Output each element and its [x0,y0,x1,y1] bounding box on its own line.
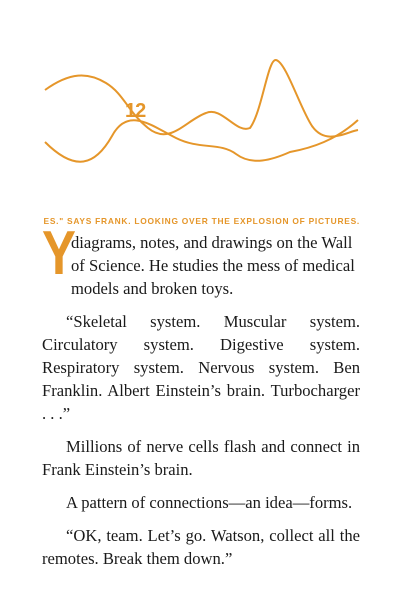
drop-cap: Y [42,219,76,288]
opening-caps-line: ES." SAYS FRANK. LOOKING OVER THE EXPLOSION OF PICTURES. [43,216,360,226]
paragraph-systems: “Skeletal system. Muscular system. Circulatory system. Digestive system. Respiratory system. Nervous system. Ben Franklin. Albert Einstein’s brain. Turbocharger . . .” [42,312,360,423]
wave-line-1 [45,60,358,137]
opening-line-2: of Science. He studies the mess of medical [71,256,355,275]
opening-block [42,214,360,300]
opening-text [42,231,360,300]
chapter-number: 12 [125,100,146,122]
opening-line-1: diagrams, notes, and drawings on the Wall [71,233,353,252]
opening-line-3: models and broken toys. [71,279,234,298]
page-body [42,214,360,570]
paragraph-nerve-cells: Millions of nerve cells flash and connect in Frank Einstein’s brain. [42,437,360,479]
paragraph-pattern: A pattern of connections—an idea—forms. [66,493,353,512]
paragraph-ok-team: “OK, team. Let’s go. Watson, collect all the remotes. Break them down.” [42,526,360,568]
wavy-lines-icon [0,0,404,200]
